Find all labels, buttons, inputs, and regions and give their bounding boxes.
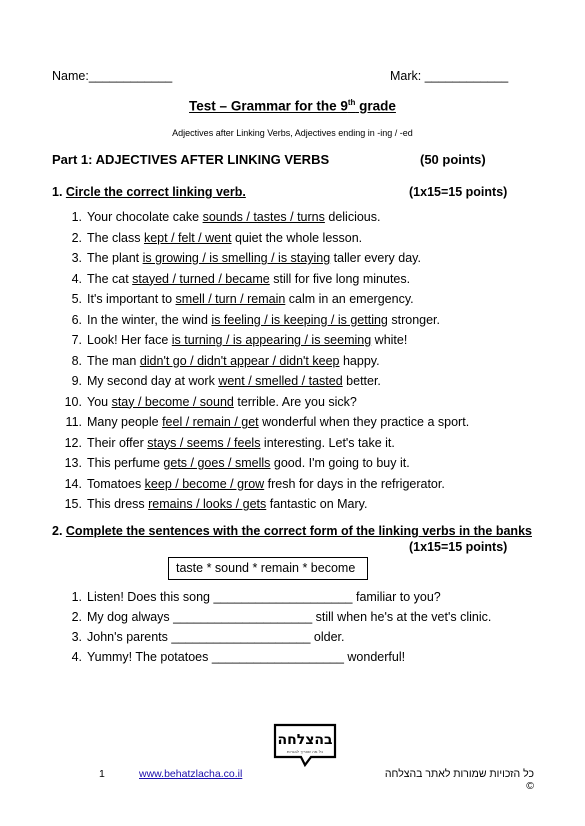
item-sentence xyxy=(87,477,445,491)
verb-options[interactable]: stays / seems / feels xyxy=(147,435,261,450)
item-sentence xyxy=(87,354,380,368)
sentence-start: The class xyxy=(87,230,144,245)
item-number: 10. xyxy=(64,394,82,409)
question1-number: 1. xyxy=(52,185,66,199)
question2-heading xyxy=(52,524,532,538)
fill-in-sentence[interactable]: Listen! Does this song ____________________ familiar to you? xyxy=(87,590,441,604)
sentence-end: wonderful when they practice a sport. xyxy=(258,415,470,429)
fill-in-sentence[interactable]: My dog always ____________________ still when he's at the vet's clinic. xyxy=(87,610,492,624)
sentence-end: calm in an emergency. xyxy=(285,292,414,306)
sentence-end: stronger. xyxy=(387,312,441,327)
title-main: Test – Grammar for the 9 xyxy=(189,98,348,114)
item-sentence xyxy=(87,272,410,286)
item-sentence xyxy=(87,374,381,388)
verb-options[interactable]: stayed / turned / became xyxy=(132,271,270,286)
item-number: 14. xyxy=(64,476,82,491)
verb-options[interactable]: feel / remain / get xyxy=(162,415,259,429)
item-number: 3. xyxy=(71,630,82,644)
question1-instruction: Circle the correct linking verb. xyxy=(65,185,246,199)
verb-options[interactable]: smell / turn / remain xyxy=(175,292,286,306)
item-sentence xyxy=(87,436,395,450)
copyright-notice: כל הזכויות שמורות לאתר בהצלחה © xyxy=(384,768,534,792)
sentence-start: This dress xyxy=(87,497,149,511)
sentence-start: It's important to xyxy=(87,292,176,306)
sentence-end: fresh for days in the refrigerator. xyxy=(264,476,445,491)
verb-options[interactable]: sounds / tastes / turns xyxy=(202,210,325,224)
fill-in-sentence[interactable]: John's parents ____________________ older. xyxy=(87,630,345,644)
question1-points: (1x15=15 points) xyxy=(409,185,508,199)
item-number: 8. xyxy=(71,353,82,368)
sentence-start: Your chocolate cake xyxy=(87,210,203,224)
sentence-start: My second day at work xyxy=(87,374,219,388)
item-sentence xyxy=(87,333,407,347)
question1-heading xyxy=(52,185,246,199)
verb-options[interactable]: went / smelled / tasted xyxy=(218,374,343,388)
verb-options[interactable]: stay / become / sound xyxy=(111,394,234,409)
sentence-end: fantastic on Mary. xyxy=(266,497,368,511)
sentence-start: In the winter, the wind xyxy=(87,312,212,327)
item-sentence xyxy=(87,395,357,409)
sentence-end: still for five long minutes. xyxy=(269,271,411,286)
sentence-start: You xyxy=(87,394,112,409)
item-sentence xyxy=(87,415,469,429)
verb-options[interactable]: is feeling / is keeping / is getting xyxy=(211,312,388,327)
item-number: 2. xyxy=(71,230,82,245)
sentence-end: happy. xyxy=(339,353,380,368)
item-number: 1. xyxy=(71,590,82,604)
item-sentence xyxy=(87,231,362,245)
item-number: 1. xyxy=(71,210,82,224)
question1-list xyxy=(52,210,552,510)
item-number: 4. xyxy=(71,650,82,664)
verb-options[interactable]: didn't go / didn't appear / didn't keep xyxy=(139,353,340,368)
page-number: 1 xyxy=(99,768,105,780)
sentence-start: Tomatoes xyxy=(87,476,145,491)
item-number: 4. xyxy=(71,271,82,286)
question2-instruction: Complete the sentences with the correct form of the linking verbs in the banks xyxy=(65,524,532,538)
question2-number: 2. xyxy=(52,524,66,538)
word-bank-box: taste * sound * remain * become xyxy=(168,557,368,580)
item-number: 7. xyxy=(71,333,82,347)
sentence-end: terrible. Are you sick? xyxy=(233,394,357,409)
item-number: 2. xyxy=(71,610,82,624)
logo-text: בהצלחה xyxy=(277,732,333,748)
page-title xyxy=(0,98,585,114)
sentence-start: The cat xyxy=(87,271,133,286)
title-superscript: th xyxy=(347,98,356,107)
title-tail: grade xyxy=(355,98,396,114)
sentence-end: better. xyxy=(342,374,381,388)
item-number: 11. xyxy=(65,415,82,429)
item-number: 12. xyxy=(64,435,82,450)
item-number: 9. xyxy=(71,374,82,388)
part1-heading: Part 1: ADJECTIVES AFTER LINKING VERBS xyxy=(52,152,330,167)
verb-options[interactable]: is growing / is smelling / is staying xyxy=(142,251,331,265)
mark-field-line: Mark: ____________ xyxy=(390,69,509,83)
item-number: 13. xyxy=(64,456,82,470)
sentence-end: white! xyxy=(371,333,408,347)
item-number: 5. xyxy=(71,292,82,306)
sentence-start: Look! Her face xyxy=(87,333,172,347)
verb-options[interactable]: kept / felt / went xyxy=(143,230,232,245)
sentence-start: Many people xyxy=(87,415,163,429)
item-number: 6. xyxy=(71,312,82,327)
sentence-start: The plant xyxy=(87,251,143,265)
verb-options[interactable]: is turning / is appearing / is seeming xyxy=(171,333,372,347)
verb-options[interactable]: keep / become / grow xyxy=(144,476,265,491)
item-sentence xyxy=(87,456,410,470)
item-sentence xyxy=(87,313,440,327)
item-sentence xyxy=(87,251,421,265)
logo-graphic xyxy=(271,722,339,768)
fill-in-sentence[interactable]: Yummy! The potatoes ___________________ wonderful! xyxy=(87,650,406,664)
verb-options[interactable]: gets / goes / smells xyxy=(163,456,271,470)
sentence-end: good. I'm going to buy it. xyxy=(270,456,410,470)
website-link[interactable]: www.behatzlacha.co.il xyxy=(139,768,243,780)
sentence-end: delicious. xyxy=(324,210,381,224)
part1-points: (50 points) xyxy=(420,152,486,167)
behatzlacha-logo xyxy=(271,722,339,768)
item-sentence xyxy=(87,210,380,224)
sentence-start: Their offer xyxy=(87,435,148,450)
page-subtitle: Adjectives after Linking Verbs, Adjectives ending in -ing / -ed xyxy=(172,128,413,138)
question2-points: (1x15=15 points) xyxy=(409,540,508,554)
item-sentence xyxy=(87,292,414,306)
logo-tagline: כל מה שצריך לבגרות xyxy=(286,749,324,754)
sentence-end: quiet the whole lesson. xyxy=(231,230,363,245)
sentence-start: The man xyxy=(87,353,140,368)
item-number: 15. xyxy=(64,497,82,511)
question2-list xyxy=(52,590,552,680)
sentence-start: This perfume xyxy=(87,456,164,470)
item-number: 3. xyxy=(71,251,82,265)
sentence-end: taller every day. xyxy=(330,251,421,265)
name-field-line: Name:____________ xyxy=(52,69,173,83)
sentence-end: interesting. Let's take it. xyxy=(260,435,395,450)
verb-options[interactable]: remains / looks / gets xyxy=(148,497,267,511)
item-sentence xyxy=(87,497,367,511)
